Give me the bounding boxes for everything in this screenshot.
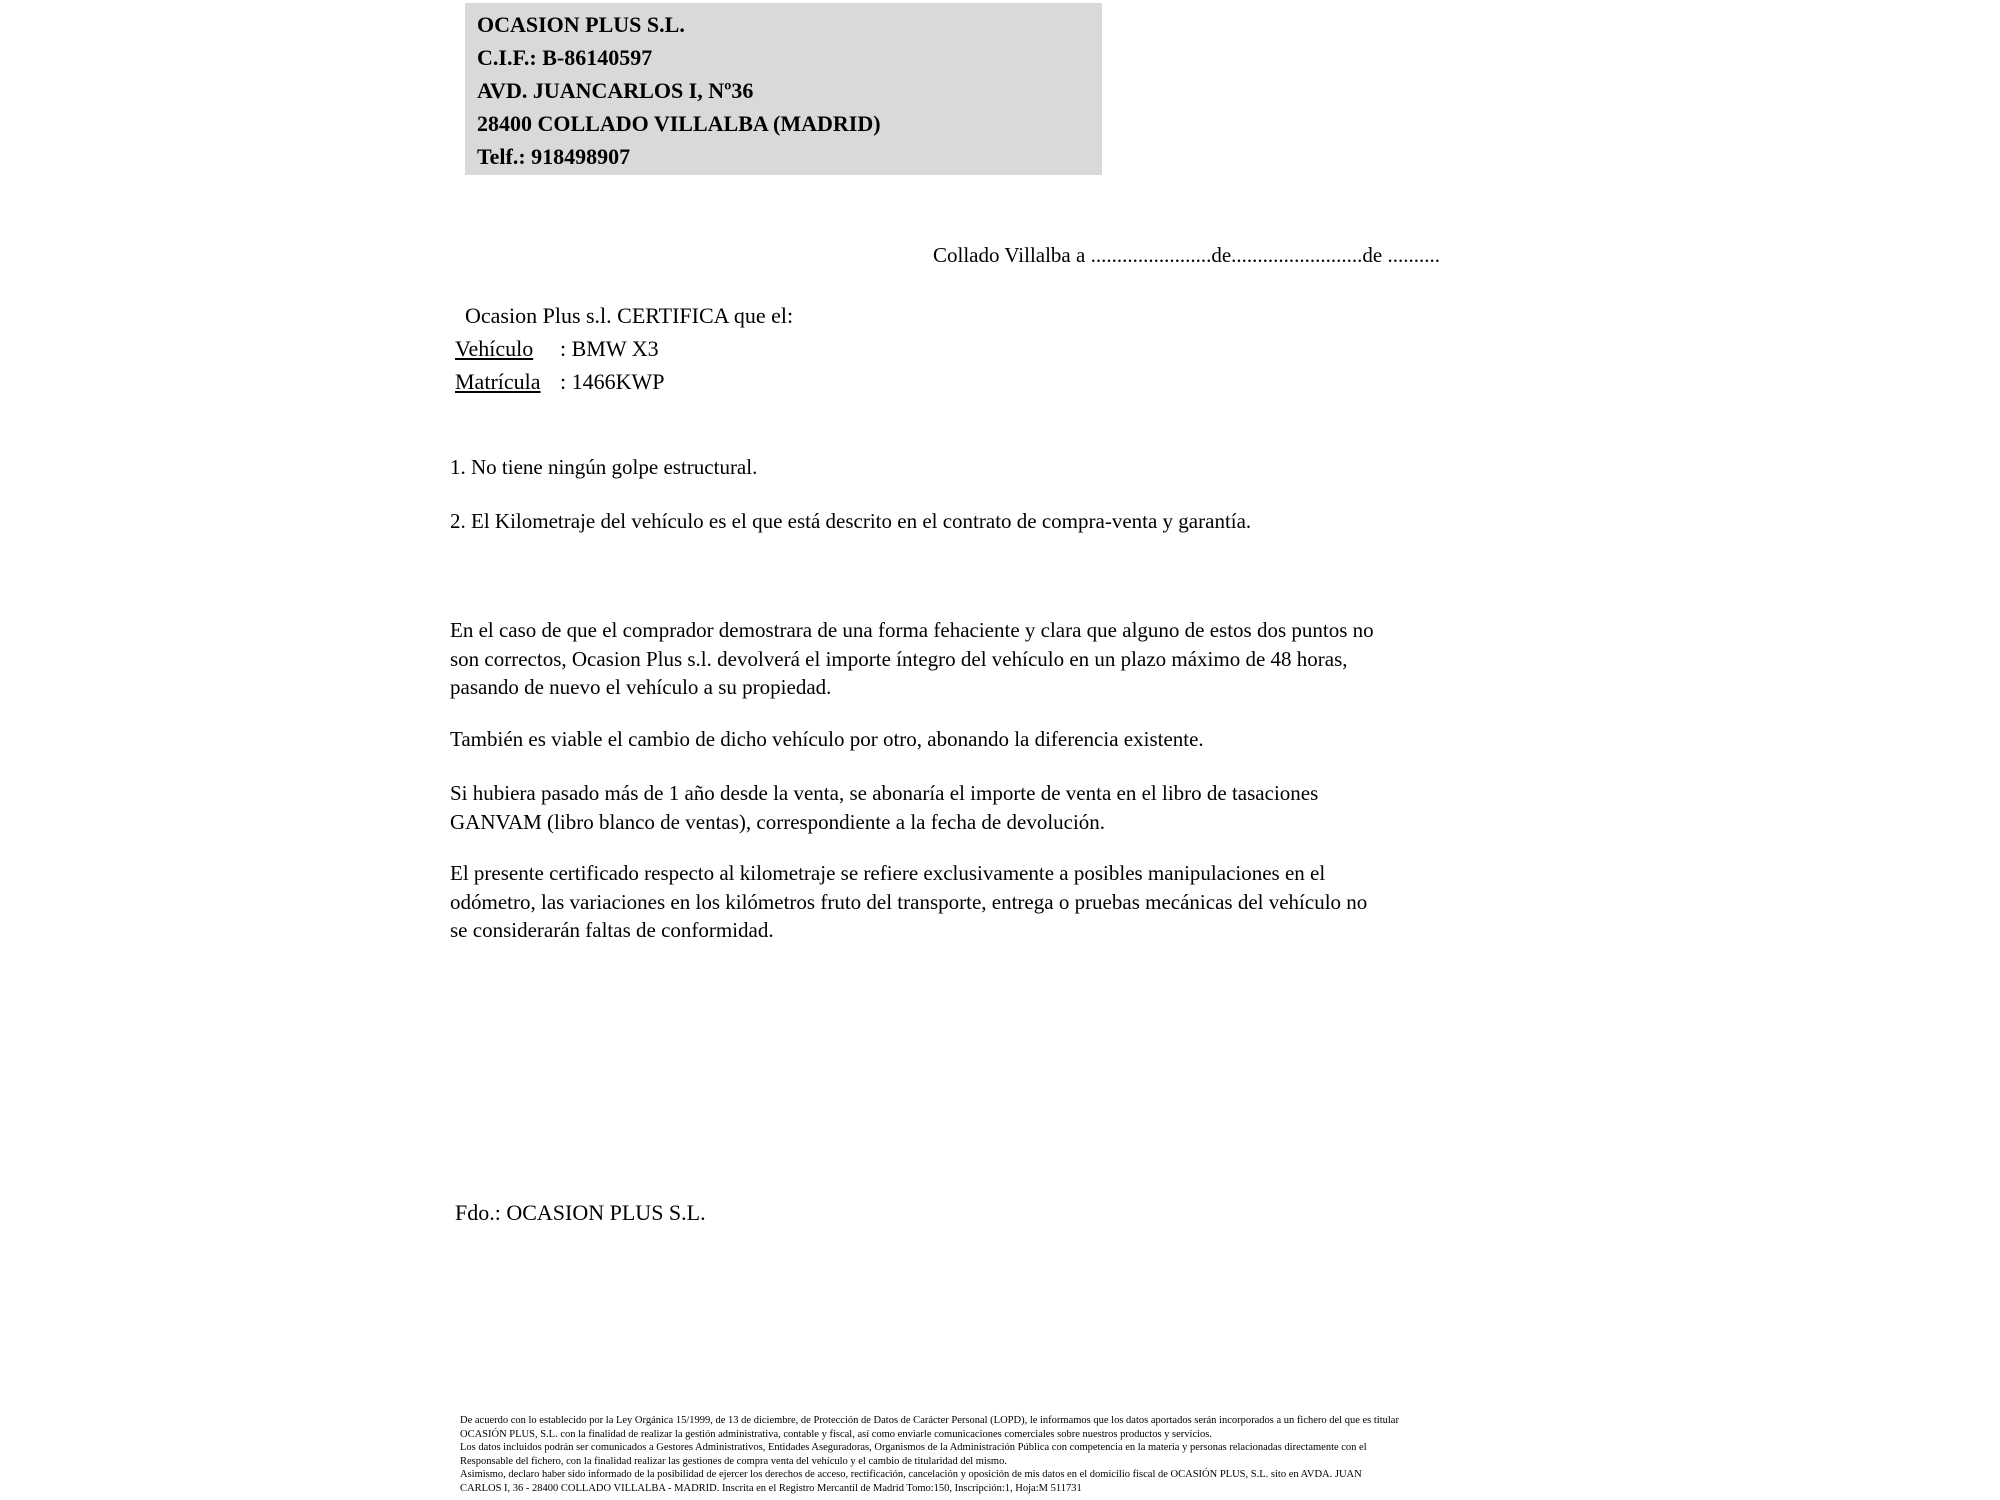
legal-line: Asimismo, declaro haber sido informado de la posibilidad de ejercer los derechos de acceso, rectificación, cancelación y oposición de mis datos en el domicilio fiscal de OCASIÓN PLUS, S.L. sito en AVDA. JUAN xyxy=(460,1469,1362,1480)
paragraph-ganvam xyxy=(450,779,1318,836)
vehicle-value: : BMW X3 xyxy=(560,336,659,361)
condition-point-2: 2. El Kilometraje del vehículo es el que está descrito en el contrato de compra-venta y garantía. xyxy=(450,509,1252,533)
paragraph-refund-line: pasando de nuevo el vehículo a su propiedad. xyxy=(450,675,832,699)
company-name: OCASION PLUS S.L. xyxy=(477,12,685,37)
company-city: 28400 COLLADO VILLALBA (MADRID) xyxy=(477,111,881,136)
paragraph-odometer-line: El presente certificado respecto al kilometraje se refiere exclusivamente a posibles manipulaciones en el xyxy=(450,861,1326,885)
legal-line: OCASIÓN PLUS, S.L. con la finalidad de realizar la gestión administrativa, contable y fiscal, así como enviarle comunicaciones comerciales sobre nuestros productos y servicios. xyxy=(460,1428,1212,1440)
paragraph-exchange xyxy=(450,725,1204,754)
certification-block xyxy=(455,299,793,398)
signature-line: Fdo.: OCASION PLUS S.L. xyxy=(455,1200,706,1225)
paragraph-refund-line: son correctos, Ocasion Plus s.l. devolverá el importe íntegro del vehículo en un plazo máximo de 48 horas, xyxy=(450,646,1348,671)
vehicle-label-cell xyxy=(455,332,560,365)
legal-line: Los datos incluidos podrán ser comunicados a Gestores Administrativos, Entidades Aseguradoras, Organismos de la Administración Pública con competencia en la materia y personas relacionadas directamente con el xyxy=(460,1442,1367,1453)
plate-row xyxy=(455,365,793,398)
plate-label: Matrícula xyxy=(455,369,541,394)
vehicle-label: Vehículo xyxy=(455,336,534,361)
vehicle-row xyxy=(455,332,793,365)
plate-value: : 1466KWP xyxy=(560,369,665,394)
paragraph-odometer-line: se considerarán faltas de conformidad. xyxy=(450,918,774,942)
legal-line: Responsable del fichero, con la finalidad realizar las gestiones de compra venta del vehículo y el cambio de titularidad del mismo. xyxy=(460,1455,1007,1467)
plate-label-cell xyxy=(455,365,560,398)
paragraph-odometer xyxy=(450,859,1367,945)
company-address: AVD. JUANCARLOS I, Nº36 xyxy=(477,78,754,103)
condition-point-1: 1. No tiene ningún golpe estructural. xyxy=(450,455,758,479)
company-header-block xyxy=(465,3,1102,175)
date-place-line: Collado Villalba a .......................de.........................de .......... xyxy=(933,243,1440,267)
legal-notice xyxy=(460,1414,1399,1495)
company-cif: C.I.F.: B-86140597 xyxy=(477,45,653,70)
paragraph-odometer-line: odómetro, las variaciones en los kilómetros fruto del transporte, entrega o pruebas mecánicas del vehículo no xyxy=(450,889,1368,914)
company-phone: Telf.: 918498907 xyxy=(477,144,631,169)
paragraph-refund-line: En el caso de que el comprador demostrara de una forma fehaciente y clara que alguno de estos dos puntos no xyxy=(450,618,1374,642)
legal-line: De acuerdo con lo establecido por la Ley Orgánica 15/1999, de 13 de diciembre, de Protección de Datos de Carácter Personal (LOPD), le informamos que los datos aportados serán incorporados a un fichero del que es titular xyxy=(460,1415,1399,1426)
paragraph-exchange-line: También es viable el cambio de dicho vehículo por otro, abonando la diferencia existente. xyxy=(450,727,1204,751)
paragraph-ganvam-line: Si hubiera pasado más de 1 año desde la venta, se abonaría el importe de venta en el libro de tasaciones xyxy=(450,781,1319,805)
paragraph-refund xyxy=(450,616,1374,702)
certification-intro: Ocasion Plus s.l. CERTIFICA que el: xyxy=(465,303,794,328)
paragraph-ganvam-line: GANVAM (libro blanco de ventas), correspondiente a la fecha de devolución. xyxy=(450,809,1106,834)
legal-line: CARLOS I, 36 - 28400 COLLADO VILLALBA - MADRID. Inscrita en el Registro Mercantil de Madrid Tomo:150, Inscripción:1, Hoja:M 511731 xyxy=(460,1482,1082,1494)
